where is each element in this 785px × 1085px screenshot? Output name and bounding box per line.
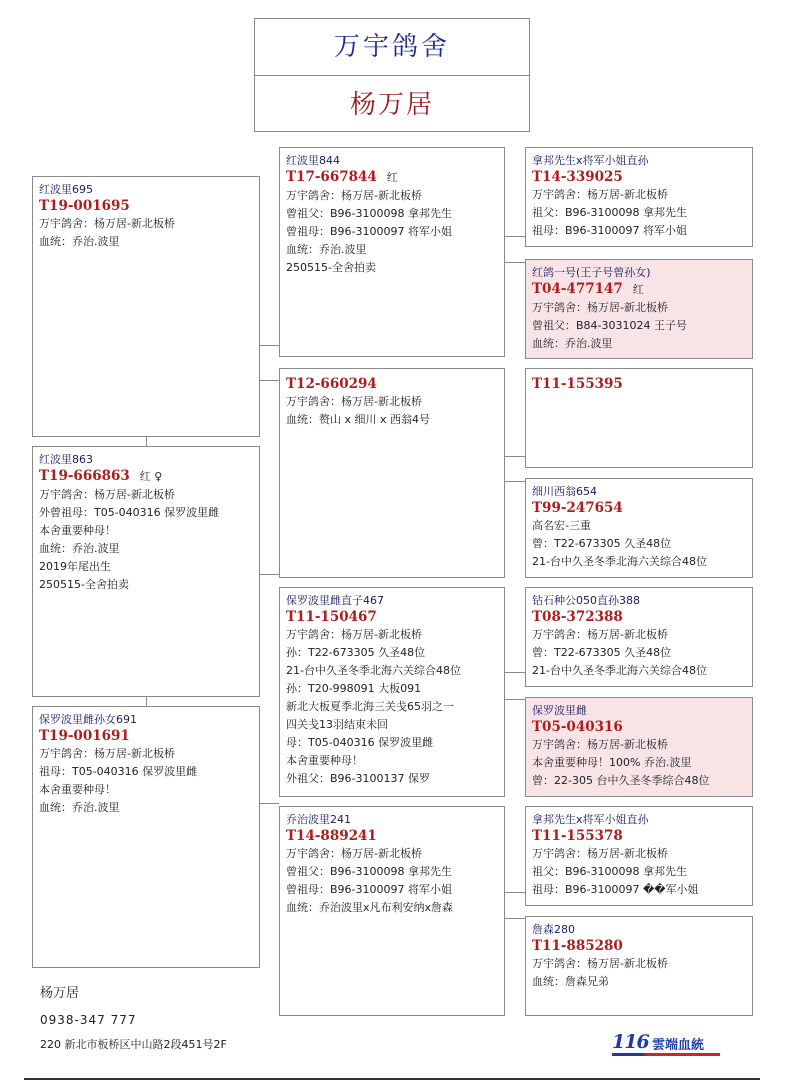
connector-line: [505, 672, 525, 673]
pedigree-box-sibling-1: [32, 446, 260, 697]
pedigree-box-dam: [279, 368, 505, 578]
logo-number: 116: [612, 1031, 649, 1053]
info-line: 万宇鸽舍：杨万居-新北板桥: [286, 847, 422, 860]
info-line: 祖父：B96-3100098 拿邦先生: [532, 865, 687, 878]
pedigree-box-sibling-1-sire-dam: [525, 697, 753, 797]
info-line: 曾祖父：B84-3031024 王子号: [532, 319, 687, 332]
connector-line: [505, 892, 525, 893]
ring-number: T11-155395: [532, 376, 623, 392]
connector-line: [505, 456, 525, 457]
info-line: 新北大板夏季北海三关戋65羽之一: [286, 700, 454, 713]
bird-name: 拿邦先生x将军小姐直孙: [532, 154, 649, 167]
contact-name: 杨万居: [40, 986, 80, 1001]
info-line: 21-台中久圣冬季北海六关综合48位: [532, 664, 707, 677]
page-bottom-rule: [24, 1078, 760, 1080]
info-line: 21-台中久圣冬季北海六关综合48位: [286, 664, 461, 677]
connector-line: [505, 699, 525, 700]
info-line: 2019年尾出生: [39, 560, 111, 573]
info-line: 万宇鸽舍：杨万居-新北板桥: [532, 847, 668, 860]
info-line: 250515-全舍拍卖: [39, 578, 129, 591]
bird-name: 红波里863: [39, 453, 93, 466]
ring-number: T19-001691: [39, 728, 130, 744]
connector-line: [505, 918, 525, 919]
bird-name: 红波里695: [39, 183, 93, 196]
info-line: 曾祖母：B96-3100097 将军小姐: [286, 883, 452, 896]
connector-line: [505, 481, 525, 482]
info-line: 祖父：B96-3100098 拿邦先生: [532, 206, 687, 219]
ring-number: T05-040316: [532, 719, 623, 735]
info-line: 祖母：B96-3100097 ��军小姐: [532, 883, 699, 896]
info-line: 万宇鸽舍：杨万居-新北板桥: [532, 628, 668, 641]
logo-text: 雲端血統: [652, 1038, 705, 1053]
connector-line: [260, 574, 279, 575]
color-note: 红: [632, 283, 644, 296]
pedigree-box-sibling-2-sire-sire: [525, 806, 753, 906]
ring-number: T99-247654: [532, 500, 623, 516]
info-line: 万宇鸽舍：杨万居-新北板桥: [532, 957, 668, 970]
ring-number: T14-339025: [532, 169, 623, 185]
info-line: 母：T05-040316 保罗波里雌: [286, 736, 434, 749]
info-line: 血统：乔治波里x凡布利安纳x詹森: [286, 901, 454, 914]
info-line: 外曾祖母：T05-040316 保罗波里雌: [39, 506, 220, 519]
pedigree-box-sibling-1-sire-sire: [525, 587, 753, 687]
info-line: 250515-全舍拍卖: [286, 261, 376, 274]
bird-name: 保罗波里雌孙女691: [39, 713, 137, 726]
bird-name: 乔治波里241: [286, 813, 351, 826]
ring-number: T11-150467: [286, 609, 377, 625]
info-line: 万宇鸽舍：杨万居-新北板桥: [532, 301, 668, 314]
logo-underline: [612, 1053, 720, 1056]
info-line: 血统：詹森兄弟: [532, 975, 609, 988]
ring-number: T12-660294: [286, 376, 377, 392]
info-line: 万宇鸽舍：杨万居-新北板桥: [39, 488, 175, 501]
info-line: 万宇鸽舍：杨万居-新北板桥: [39, 217, 175, 230]
info-line: 孙：T22-673305 久圣48位: [286, 646, 426, 659]
info-line: 高名宏-三重: [532, 519, 591, 532]
ring-number: T17-667844 红: [286, 169, 398, 185]
info-line: 血统：乔治.波里: [286, 243, 367, 256]
connector-line: [260, 380, 279, 381]
pedigree-box-sire: [279, 147, 505, 357]
color-sex-note: 红 ♀: [139, 470, 163, 483]
ring-number: T19-666863 红 ♀: [39, 468, 163, 484]
info-line: 曾祖父：B96-3100098 拿邦先生: [286, 865, 452, 878]
info-line: 万宇鸽舍：杨万居-新北板桥: [532, 188, 668, 201]
info-line: 万宇鸽舍：杨万居-新北板桥: [286, 395, 422, 408]
pedigree-box-sibling-2-sire: [279, 806, 505, 1016]
pedigree-header: [254, 18, 530, 132]
info-line: 曾：T22-673305 久圣48位: [532, 646, 672, 659]
info-line: 万宇鸽舍：杨万居-新北板桥: [532, 738, 668, 751]
info-line: 万宇鸽舍：杨万居-新北板桥: [286, 628, 422, 641]
info-line: 曾：22-305 台中久圣冬季综合48位: [532, 774, 710, 787]
info-line: 外祖父：B96-3100137 保罗: [286, 772, 430, 785]
connector-line: [146, 697, 147, 706]
info-line: 本舍重要种母！100% 乔治.波里: [532, 756, 692, 769]
connector-line: [260, 803, 279, 804]
info-line: 曾：T22-673305 久圣48位: [532, 537, 672, 550]
info-line: 四关戋13羽结束未回: [286, 718, 388, 731]
info-line: 本舍重要种母！: [39, 783, 116, 796]
info-line: 21-台中久圣冬季北海六关综合48位: [532, 555, 707, 568]
info-line: 祖母：T05-040316 保罗波里雌: [39, 765, 198, 778]
ring-number: T04-477147 红: [532, 281, 644, 297]
info-line: 血统：赘山 x 细川 x 西翁4号: [286, 413, 431, 426]
owner-name: 杨万居: [349, 90, 434, 120]
info-line: 曾祖母：B96-3100097 将军小姐: [286, 225, 452, 238]
info-line: 万宇鸽舍：杨万居-新北板桥: [286, 189, 422, 202]
bird-name: 钻石种公050直孙388: [532, 594, 640, 607]
info-line: 本舍重要种母！: [286, 754, 363, 767]
bird-name: 红波里844: [286, 154, 340, 167]
pedigree-box-dam-dam: [525, 478, 753, 578]
contact-phone: 0938-347 777: [40, 1013, 137, 1027]
bird-name: 保罗波里雌直子467: [286, 594, 384, 607]
pedigree-box-sibling-1-sire: [279, 587, 505, 797]
pedigree-box-sibling-2: [32, 706, 260, 968]
contact-address: 220 新北市板桥区中山路2段451号2F: [40, 1038, 227, 1051]
connector-line: [505, 262, 525, 263]
ring-number: T14-889241: [286, 828, 377, 844]
info-line: 曾祖父：B96-3100098 拿邦先生: [286, 207, 452, 220]
bird-name: 细川西翁654: [532, 485, 597, 498]
bird-name: 红鸽一号(王子号曾孙女): [532, 266, 651, 279]
info-line: 孙：T20-998091 大板091: [286, 682, 422, 695]
bird-name: 拿邦先生x将军小姐直孙: [532, 813, 649, 826]
loft-name: 万宇鸽舍: [255, 19, 529, 76]
ring-number: T11-885280: [532, 938, 623, 954]
info-line: 血统：乔治.波里: [532, 337, 613, 350]
connector-line: [260, 345, 279, 346]
connector-line: [505, 236, 525, 237]
contact-info: [40, 984, 227, 1054]
info-line: 血统：乔治.波里: [39, 542, 120, 555]
ring-number: T11-155378: [532, 828, 623, 844]
ring-number: T08-372388: [532, 609, 623, 625]
info-line: 本舍重要种母！: [39, 524, 116, 537]
color-note: 红: [386, 171, 398, 184]
pedigree-box-dam-sire: [525, 368, 753, 468]
connector-line: [146, 437, 147, 446]
ring-number: T19-001695: [39, 198, 130, 214]
info-line: 万宇鸽舍：杨万居-新北板桥: [39, 747, 175, 760]
info-line: 血统：乔治.波里: [39, 235, 120, 248]
bird-name: 詹森280: [532, 923, 575, 936]
pedigree-box-sire-sire: [525, 147, 753, 247]
pedigree-box-sire-dam: [525, 259, 753, 359]
brand-logo: [612, 1031, 722, 1057]
pedigree-box-sibling-2-sire-dam: [525, 916, 753, 1016]
info-line: 血统：乔治.波里: [39, 801, 120, 814]
pedigree-box-subject: [32, 176, 260, 437]
info-line: 祖母：B96-3100097 将军小姐: [532, 224, 687, 237]
bird-name: 保罗波里雌: [532, 704, 587, 717]
